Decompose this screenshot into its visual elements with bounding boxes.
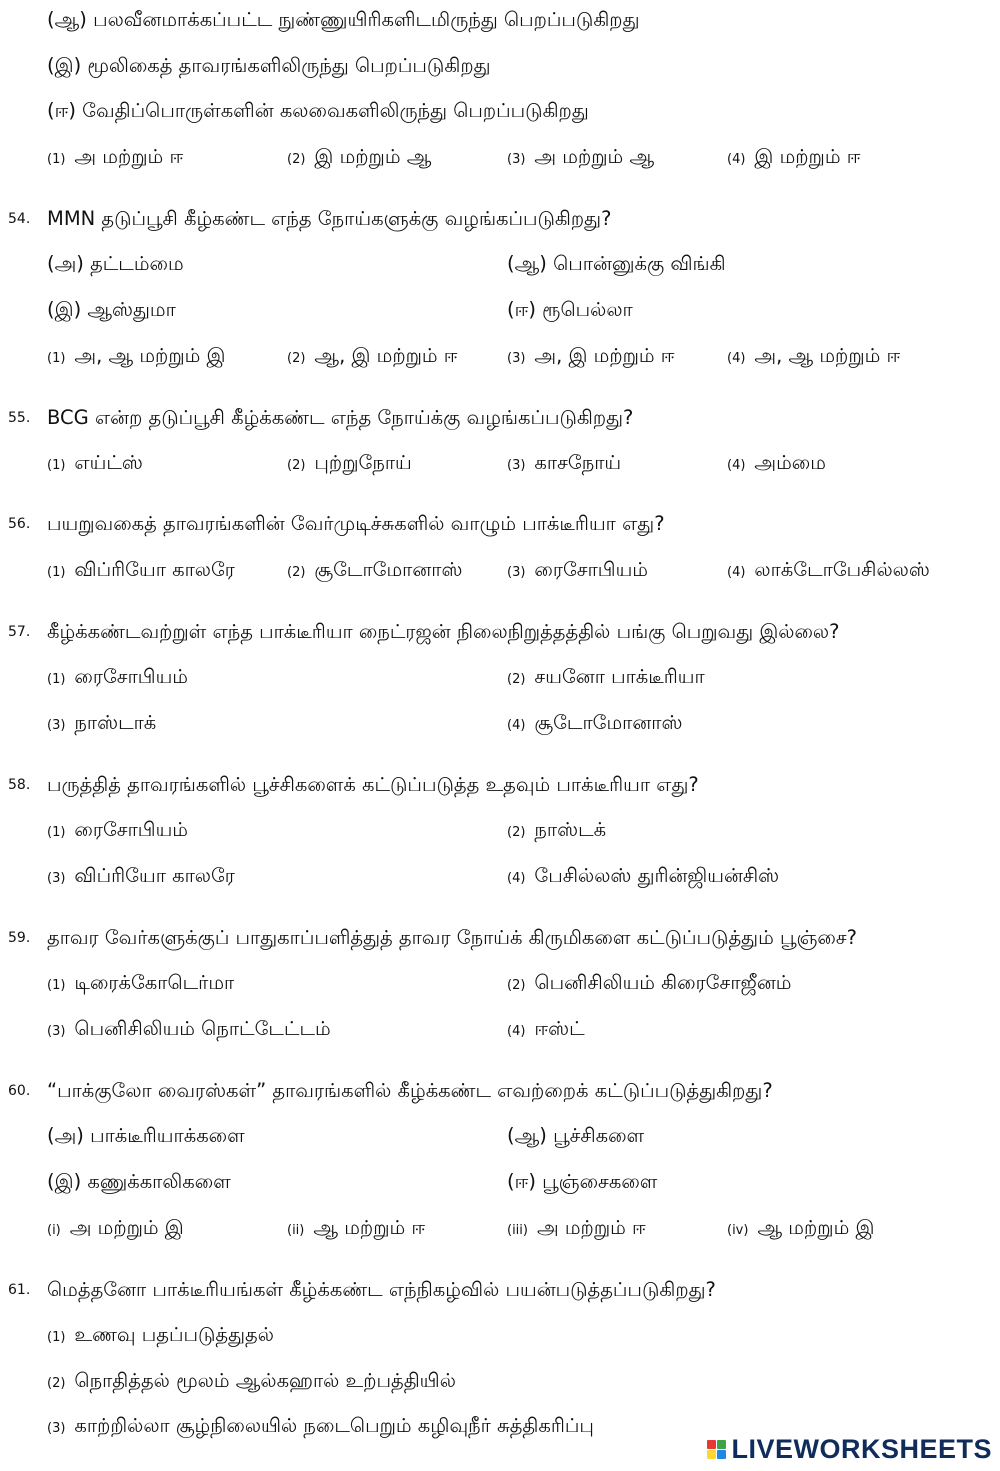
question-text: MMN தடுப்பூசி கீழ்கண்ட எந்த நோய்களுக்கு வழங்கப்படுகிறது? <box>47 207 612 230</box>
option-number: (3) <box>507 458 526 473</box>
answer-option[interactable] <box>47 344 225 371</box>
option-row <box>0 818 1000 864</box>
option-row <box>0 1216 1000 1262</box>
option-number: (4) <box>727 565 746 580</box>
question-number: 60. <box>8 1083 31 1099</box>
statement-text: (அ) தட்டம்மை <box>47 252 184 275</box>
option-row <box>0 1017 1000 1063</box>
answer-option[interactable] <box>507 344 675 371</box>
logo-square <box>707 1440 716 1449</box>
option-number: (1) <box>47 152 66 167</box>
answer-option[interactable] <box>507 971 791 998</box>
option-number: (2) <box>287 565 306 580</box>
option-text: ரைசோபியம் <box>534 558 648 581</box>
answer-option[interactable] <box>47 145 183 172</box>
question-57 <box>0 620 1000 666</box>
option-number: (4) <box>507 718 526 733</box>
option-number: (2) <box>287 351 306 366</box>
option-row <box>0 145 1000 191</box>
answer-option[interactable] <box>507 558 648 585</box>
option-text: ஆ, இ மற்றும் ஈ <box>314 344 458 367</box>
option-number: (4) <box>507 871 526 886</box>
answer-option[interactable] <box>47 1216 184 1243</box>
option-row <box>0 665 1000 711</box>
option-text: ஆ மற்றும் ஈ <box>313 1216 426 1239</box>
statement-text: (இ) ஆஸ்துமா <box>47 298 176 321</box>
answer-option[interactable] <box>507 451 621 478</box>
answer-option[interactable] <box>727 145 861 172</box>
question-54 <box>0 207 1000 253</box>
answer-option[interactable] <box>47 1369 456 1396</box>
option-text: புற்றுநோய் <box>314 451 412 474</box>
option-row <box>0 1369 1000 1415</box>
option-text: லாக்டோபேசில்லஸ் <box>754 558 930 581</box>
option-text: நாஸ்டக் <box>534 818 607 841</box>
option-text: ரைசோபியம் <box>74 665 188 688</box>
option-number: (2) <box>507 672 526 687</box>
answer-option[interactable] <box>507 665 705 692</box>
option-text: அ, ஆ மற்றும் ஈ <box>754 344 901 367</box>
option-text: சயனோ பாக்டீரியா <box>534 665 705 688</box>
option-text: பெனிசிலியம் கிரைசோஜீனம் <box>534 971 792 994</box>
answer-option[interactable] <box>47 1323 274 1350</box>
option-number: (3) <box>507 351 526 366</box>
question-55 <box>0 406 1000 452</box>
option-number: (2) <box>47 1376 66 1391</box>
option-text: பெனிசிலியம் நொட்டேட்டம் <box>74 1017 331 1040</box>
answer-option[interactable] <box>507 145 654 172</box>
answer-option[interactable] <box>287 558 462 585</box>
option-row <box>0 558 1000 604</box>
logo-text: LIVEWORKSHEETS <box>731 1433 992 1464</box>
statement-row <box>0 1124 1000 1170</box>
option-text: அ மற்றும் ஈ <box>536 1216 646 1239</box>
question-text: பருத்தித் தாவரங்களில் பூச்சிகளைக் கட்டுப்படுத்த உதவும் பாக்டீரியா எது? <box>47 773 699 796</box>
answer-option[interactable] <box>507 1017 585 1044</box>
answer-option[interactable] <box>287 1216 425 1243</box>
answer-option[interactable] <box>47 864 235 891</box>
answer-option[interactable] <box>507 818 606 845</box>
answer-option[interactable] <box>47 1414 594 1441</box>
option-row <box>0 971 1000 1017</box>
option-text: அ மற்றும் ஆ <box>534 145 655 168</box>
option-number: (1) <box>47 351 66 366</box>
statement-row <box>0 1170 1000 1216</box>
question-number: 54. <box>8 211 31 227</box>
option-row <box>0 1323 1000 1369</box>
logo-square <box>717 1440 726 1449</box>
option-number: (i) <box>47 1223 61 1238</box>
option-text: உணவு பதப்படுத்துதல் <box>74 1323 274 1346</box>
answer-option[interactable] <box>287 451 412 478</box>
option-text: அ, ஆ மற்றும் இ <box>74 344 226 367</box>
question-number: 57. <box>8 624 31 640</box>
option-number: (3) <box>47 871 66 886</box>
option-row <box>0 451 1000 497</box>
answer-option[interactable] <box>287 344 458 371</box>
statement-text: (இ) கணுக்காலிகளை <box>47 1170 231 1193</box>
option-text: அ மற்றும் இ <box>69 1216 184 1239</box>
option-number: (2) <box>287 152 306 167</box>
option-text: காற்றில்லா சூழ்நிலையில் நடைபெறும் கழிவுநீர் சுத்திகரிப்பு <box>74 1414 594 1437</box>
question-number: 56. <box>8 516 31 532</box>
logo-square <box>707 1450 716 1459</box>
option-number: (1) <box>47 825 66 840</box>
option-number: (1) <box>47 978 66 993</box>
answer-option[interactable] <box>507 711 682 738</box>
question-56 <box>0 512 1000 558</box>
statement-text: (அ) பாக்டீரியாக்களை <box>47 1124 245 1147</box>
statement-text: (ஆ) பலவீனமாக்கப்பட்ட நுண்ணுயிரிகளிடமிருந்து பெறப்படுகிறது <box>47 8 640 31</box>
option-number: (1) <box>47 458 66 473</box>
statement-text: (ஈ) வேதிப்பொருள்களின் கலவைகளிலிருந்து பெறப்படுகிறது <box>47 99 589 122</box>
option-text: நாஸ்டாக் <box>74 711 157 734</box>
question-number: 59. <box>8 930 31 946</box>
question-number: 61. <box>8 1282 31 1298</box>
answer-option[interactable] <box>47 818 188 845</box>
option-number: (2) <box>507 825 526 840</box>
option-number: (4) <box>507 1024 526 1039</box>
option-text: விப்ரியோ காலரே <box>74 864 235 887</box>
option-number: (1) <box>47 565 66 580</box>
option-row <box>0 344 1000 390</box>
answer-option[interactable] <box>727 558 930 585</box>
question-text: “பாக்குலோ வைரஸ்கள்” தாவரங்களில் கீழ்க்கண்ட எவற்றைக் கட்டுப்படுத்துகிறது? <box>47 1079 773 1102</box>
option-number: (4) <box>727 152 746 167</box>
statement-line <box>0 54 1000 100</box>
answer-option[interactable] <box>47 451 143 478</box>
option-number: (1) <box>47 672 66 687</box>
question-text: தாவர வேர்களுக்குப் பாதுகாப்பளித்துத் தாவர நோய்க் கிருமிகளை கட்டுப்படுத்தும் பூஞ்சை? <box>47 926 857 949</box>
question-number: 58. <box>8 777 31 793</box>
option-text: அ, இ மற்றும் ஈ <box>534 344 675 367</box>
statement-text: (ஈ) பூஞ்சைகளை <box>507 1170 658 1193</box>
option-text: காசநோய் <box>534 451 622 474</box>
option-number: (ii) <box>287 1223 305 1238</box>
option-number: (3) <box>47 718 66 733</box>
statement-row <box>0 298 1000 344</box>
statement-text: (ஆ) பொன்னுக்கு விங்கி <box>507 252 726 275</box>
option-text: இ மற்றும் ஆ <box>314 145 432 168</box>
liveworksheets-logo-icon <box>707 1440 726 1459</box>
statement-line <box>0 8 1000 54</box>
option-text: டிரைக்கோடெர்மா <box>74 971 235 994</box>
statement-text: (ஆ) பூச்சிகளை <box>507 1124 645 1147</box>
option-text: ஆ மற்றும் இ <box>757 1216 875 1239</box>
option-number: (3) <box>507 565 526 580</box>
answer-option[interactable] <box>727 344 900 371</box>
option-text: அ மற்றும் ஈ <box>74 145 184 168</box>
statement-text: (ஈ) ரூபெல்லா <box>507 298 633 321</box>
option-text: எய்ட்ஸ் <box>74 451 143 474</box>
option-text: அம்மை <box>754 451 826 474</box>
question-60 <box>0 1079 1000 1125</box>
answer-option[interactable] <box>47 558 235 585</box>
option-number: (3) <box>47 1421 66 1436</box>
option-text: பேசில்லஸ் துரின்ஜியன்சிஸ் <box>534 864 780 887</box>
option-number: (3) <box>47 1024 66 1039</box>
answer-option[interactable] <box>727 1216 874 1243</box>
option-text: இ மற்றும் ஈ <box>754 145 861 168</box>
option-number: (3) <box>507 152 526 167</box>
answer-option[interactable] <box>727 451 826 478</box>
question-58 <box>0 773 1000 819</box>
option-text: நொதித்தல் மூலம் ஆல்கஹால் உற்பத்தியில் <box>74 1369 456 1392</box>
option-number: (iii) <box>507 1223 528 1238</box>
question-number: 55. <box>8 410 31 426</box>
option-number: (4) <box>727 458 746 473</box>
answer-option[interactable] <box>47 1017 331 1044</box>
answer-option[interactable] <box>287 145 431 172</box>
question-text: மெத்தனோ பாக்டீரியங்கள் கீழ்க்கண்ட எந்நிகழ்வில் பயன்படுத்தப்படுகிறது? <box>47 1278 716 1301</box>
question-59 <box>0 926 1000 972</box>
answer-option[interactable] <box>47 665 188 692</box>
option-number: (2) <box>287 458 306 473</box>
question-61 <box>0 1278 1000 1324</box>
option-number: (4) <box>727 351 746 366</box>
option-text: சூடோமோனாஸ் <box>314 558 463 581</box>
option-number: (1) <box>47 1330 66 1345</box>
question-text: கீழ்க்கண்டவற்றுள் எந்த பாக்டீரியா நைட்ரஜன் நிலைநிறுத்தத்தில் பங்கு பெறுவது இல்லை? <box>47 620 840 643</box>
option-text: விப்ரியோ காலரே <box>74 558 235 581</box>
question-text: பயறுவகைத் தாவரங்களின் வேர்முடிச்சுகளில் வாழும் பாக்டீரியா எது? <box>47 512 665 535</box>
option-number: (iv) <box>727 1223 749 1238</box>
option-number: (2) <box>507 978 526 993</box>
answer-option[interactable] <box>507 1216 646 1243</box>
liveworksheets-logo[interactable] <box>707 1433 992 1465</box>
option-row <box>0 864 1000 910</box>
answer-option[interactable] <box>47 971 234 998</box>
option-text: ஈஸ்ட் <box>534 1017 585 1040</box>
statement-line <box>0 99 1000 145</box>
statement-text: (இ) மூலிகைத் தாவரங்களிலிருந்து பெறப்படுகிறது <box>47 54 491 77</box>
logo-square <box>717 1450 726 1459</box>
option-row <box>0 711 1000 757</box>
question-text: BCG என்ற தடுப்பூசி கீழ்க்கண்ட எந்த நோய்க்கு வழங்கப்படுகிறது? <box>47 406 634 429</box>
option-text: ரைசோபியம் <box>74 818 188 841</box>
statement-row <box>0 252 1000 298</box>
answer-option[interactable] <box>47 711 156 738</box>
answer-option[interactable] <box>507 864 779 891</box>
option-text: சூடோமோனாஸ் <box>534 711 683 734</box>
